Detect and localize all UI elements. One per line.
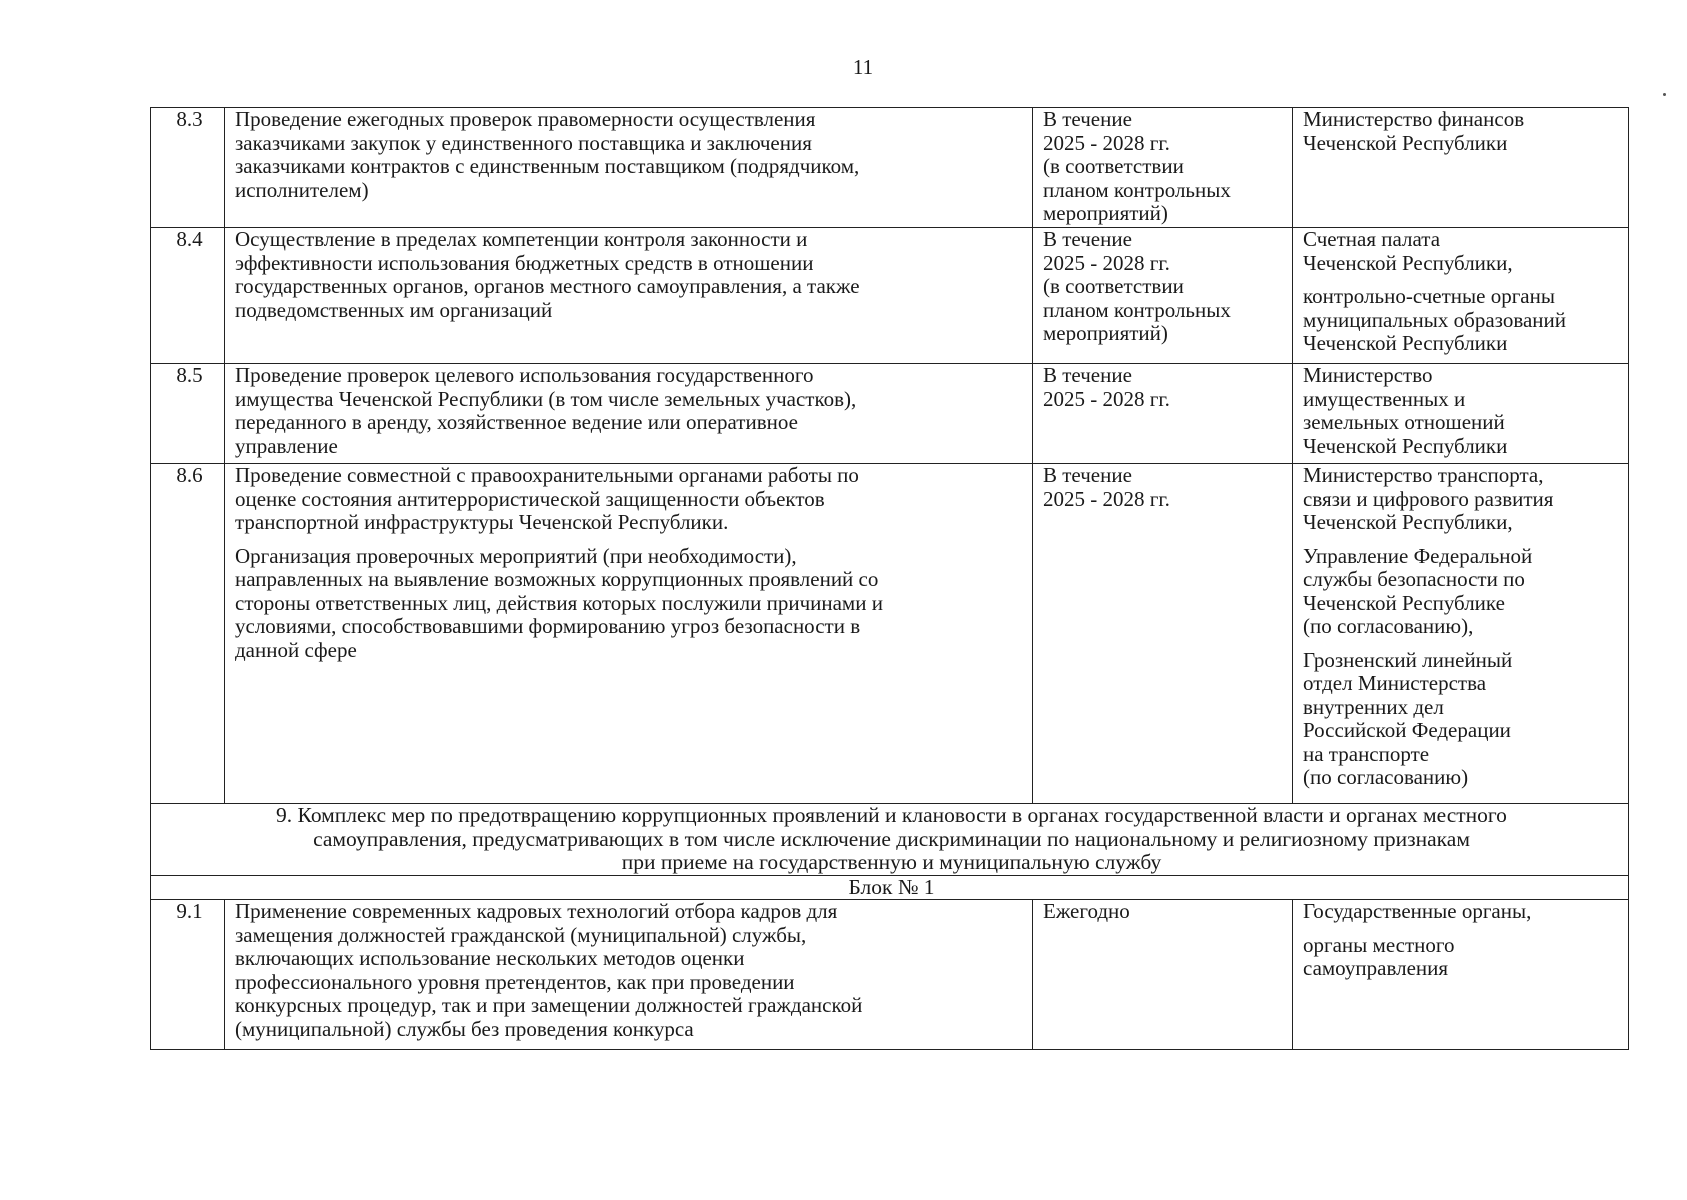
responsible-line: Министерство транспорта,	[1303, 463, 1544, 487]
measure-description-line: государственных органов, органов местного самоуправления, а также	[235, 274, 860, 298]
deadline-paragraph	[1043, 364, 1286, 411]
measure-description-line: транспортной инфраструктуры Чеченской Республики.	[235, 510, 729, 534]
responsible	[1293, 464, 1629, 804]
measure-description-line: Проведение совместной с правоохранительными органами работы по	[235, 463, 859, 487]
responsible	[1293, 228, 1629, 364]
rows-section-9	[151, 900, 1629, 1050]
measure-description-line: профессионального уровня претендентов, как при проведении	[235, 969, 795, 994]
page-number: 11	[852, 55, 874, 79]
responsible-line: Чеченской Республики	[1303, 433, 1508, 458]
table-row	[151, 900, 1629, 1050]
responsible-line: самоуправления	[1303, 956, 1449, 980]
responsible-line: службы безопасности по	[1303, 567, 1525, 591]
scan-speck	[1663, 93, 1666, 96]
responsible-line: (по согласованию),	[1303, 614, 1474, 638]
measure-description-line: имущества Чеченской Республики (в том числе земельных участков),	[235, 386, 857, 411]
responsible-line: органы местного	[1303, 932, 1455, 957]
measure-description-paragraph	[235, 900, 1026, 1041]
responsible-line: внутренних дел	[1303, 694, 1444, 719]
measure-description-paragraph	[235, 364, 1026, 458]
responsible-line: Чеченской Республике	[1303, 590, 1505, 615]
deadline-line: В течение	[1043, 463, 1132, 487]
measure-description-paragraph	[235, 228, 1026, 322]
responsible-line: на транспорте	[1303, 741, 1430, 766]
measure-description-line: конкурсных процедур, так и при замещении должностей гражданской	[235, 993, 863, 1017]
deadline	[1033, 900, 1293, 1050]
measure-description	[225, 364, 1033, 464]
section-heading	[151, 804, 1629, 876]
row-number: 8.5	[151, 364, 225, 464]
deadline-line: В течение	[1043, 107, 1132, 131]
responsible-line: Чеченской Республики	[1303, 130, 1508, 155]
table-row	[151, 364, 1629, 464]
deadline-paragraph	[1043, 900, 1286, 924]
responsible-line: (по согласованию)	[1303, 765, 1469, 789]
responsible-paragraph	[1303, 464, 1622, 535]
measure-description-line: оценке состояния антитеррористической защищенности объектов	[235, 486, 825, 511]
deadline-line: 2025 - 2028 гг.	[1043, 486, 1170, 511]
deadline-paragraph	[1043, 228, 1286, 346]
section-heading-line: 9. Комплекс мер по предотвращению коррупционных проявлений и клановости в органах государственной власти и органах местного	[276, 803, 1507, 827]
responsible-line: Российской Федерации	[1303, 718, 1511, 742]
section-heading-row	[151, 804, 1629, 876]
deadline-line: планом контрольных	[1043, 177, 1231, 202]
measure-description-line: Применение современных кадровых технологий отбора кадров для	[235, 899, 838, 923]
measure-description	[225, 228, 1033, 364]
section-heading-line: самоуправления, предусматривающих в том числе исключение дискриминации по национальному и религиозному признакам	[313, 826, 1470, 851]
measure-description-line: Проведение ежегодных проверок правомерности осуществления	[235, 107, 816, 131]
block-label: Блок № 1	[151, 875, 1629, 900]
deadline-line: 2025 - 2028 гг.	[1043, 130, 1170, 155]
row-number: 8.3	[151, 108, 225, 228]
responsible-line: Чеченской Республики,	[1303, 510, 1513, 534]
measure-description	[225, 108, 1033, 228]
responsible-paragraph	[1303, 900, 1622, 924]
responsible-line: имущественных и	[1303, 386, 1466, 411]
deadline-line: мероприятий)	[1043, 321, 1168, 345]
responsible	[1293, 108, 1629, 228]
responsible-paragraph	[1303, 108, 1622, 155]
responsible-line: Министерство	[1303, 363, 1433, 387]
responsible	[1293, 900, 1629, 1050]
section-9	[151, 804, 1629, 900]
measures-table	[150, 107, 1629, 1050]
measure-description-line: эффективности использования бюджетных средств в отношении	[235, 250, 814, 275]
responsible-line: связи и цифрового развития	[1303, 486, 1554, 511]
deadline-line: В течение	[1043, 227, 1132, 251]
responsible-line: Министерство финансов	[1303, 107, 1525, 131]
deadline	[1033, 108, 1293, 228]
measure-description-line: (муниципальной) службы без проведения конкурса	[235, 1016, 694, 1041]
measure-description-line: замещения должностей гражданской (муниципальной) службы,	[235, 922, 807, 947]
measure-description-line: стороны ответственных лиц, действия которых послужили причинами и	[235, 590, 883, 615]
measure-description-line: Осуществление в пределах компетенции контроля законности и	[235, 227, 808, 251]
row-number: 8.6	[151, 464, 225, 804]
deadline-line: 2025 - 2028 гг.	[1043, 250, 1170, 275]
measure-description-line: направленных на выявление возможных коррупционных проявлений со	[235, 567, 879, 591]
responsible-line: контрольно-счетные органы	[1303, 284, 1555, 308]
responsible	[1293, 364, 1629, 464]
responsible-line: муниципальных образований	[1303, 307, 1566, 332]
responsible-line: Чеченской Республики	[1303, 331, 1508, 355]
measure-description-line: включающих использование нескольких методов оценки	[235, 946, 745, 970]
deadline-line: Ежегодно	[1043, 899, 1130, 923]
measure-description-line: подведомственных им организаций	[235, 297, 553, 322]
deadline	[1033, 228, 1293, 364]
responsible-line: Государственные органы,	[1303, 899, 1532, 923]
block-row	[151, 875, 1629, 900]
table-row	[151, 464, 1629, 804]
deadline-paragraph	[1043, 464, 1286, 511]
measure-description-line: переданного в аренду, хозяйственное ведение или оперативное	[235, 410, 798, 434]
responsible-line: Грозненский линейный	[1303, 647, 1513, 672]
responsible-line: Управление Федеральной	[1303, 543, 1533, 568]
responsible-paragraph	[1303, 285, 1622, 356]
table-row	[151, 108, 1629, 228]
measure-description-paragraph	[235, 108, 1026, 202]
deadline-line: (в соответствии	[1043, 154, 1184, 178]
deadline-line: (в соответствии	[1043, 274, 1184, 298]
measure-description-line: заказчиками контрактов с единственным поставщиком (подрядчиком,	[235, 154, 860, 178]
row-number: 8.4	[151, 228, 225, 364]
measure-description-line: условиями, способствовавшими формированию угроз безопасности в	[235, 614, 861, 638]
responsible-paragraph	[1303, 934, 1622, 981]
responsible-line: земельных отношений	[1303, 410, 1505, 434]
deadline-line: планом контрольных	[1043, 297, 1231, 322]
responsible-paragraph	[1303, 545, 1622, 639]
section-heading-line: при приеме на государственную и муниципальную службу	[621, 850, 1162, 874]
deadline-line: мероприятий)	[1043, 201, 1168, 225]
measure-description	[225, 464, 1033, 804]
measure-description-line: данной сфере	[235, 637, 357, 662]
responsible-line: Чеченской Республики,	[1303, 250, 1513, 275]
measure-description-line: управление	[235, 433, 338, 458]
responsible-paragraph	[1303, 649, 1622, 790]
deadline-line: 2025 - 2028 гг.	[1043, 386, 1170, 411]
table-row	[151, 228, 1629, 364]
deadline-line: В течение	[1043, 363, 1132, 387]
responsible-paragraph	[1303, 364, 1622, 458]
row-number: 9.1	[151, 900, 225, 1050]
deadline	[1033, 364, 1293, 464]
measure-description-paragraph	[235, 464, 1026, 535]
measure-description-line: исполнителем)	[235, 177, 369, 202]
responsible-paragraph	[1303, 228, 1622, 275]
rows-section-8	[151, 108, 1629, 804]
responsible-line: Счетная палата	[1303, 227, 1441, 251]
deadline-paragraph	[1043, 108, 1286, 226]
responsible-line: отдел Министерства	[1303, 671, 1487, 695]
measure-description-line: Организация проверочных мероприятий (при необходимости),	[235, 543, 797, 568]
deadline	[1033, 464, 1293, 804]
measure-description-line: Проведение проверок целевого использования государственного	[235, 363, 814, 387]
measure-description-line: заказчиками закупок у единственного поставщика и заключения	[235, 130, 812, 155]
measure-description	[225, 900, 1033, 1050]
measure-description-paragraph	[235, 545, 1026, 663]
